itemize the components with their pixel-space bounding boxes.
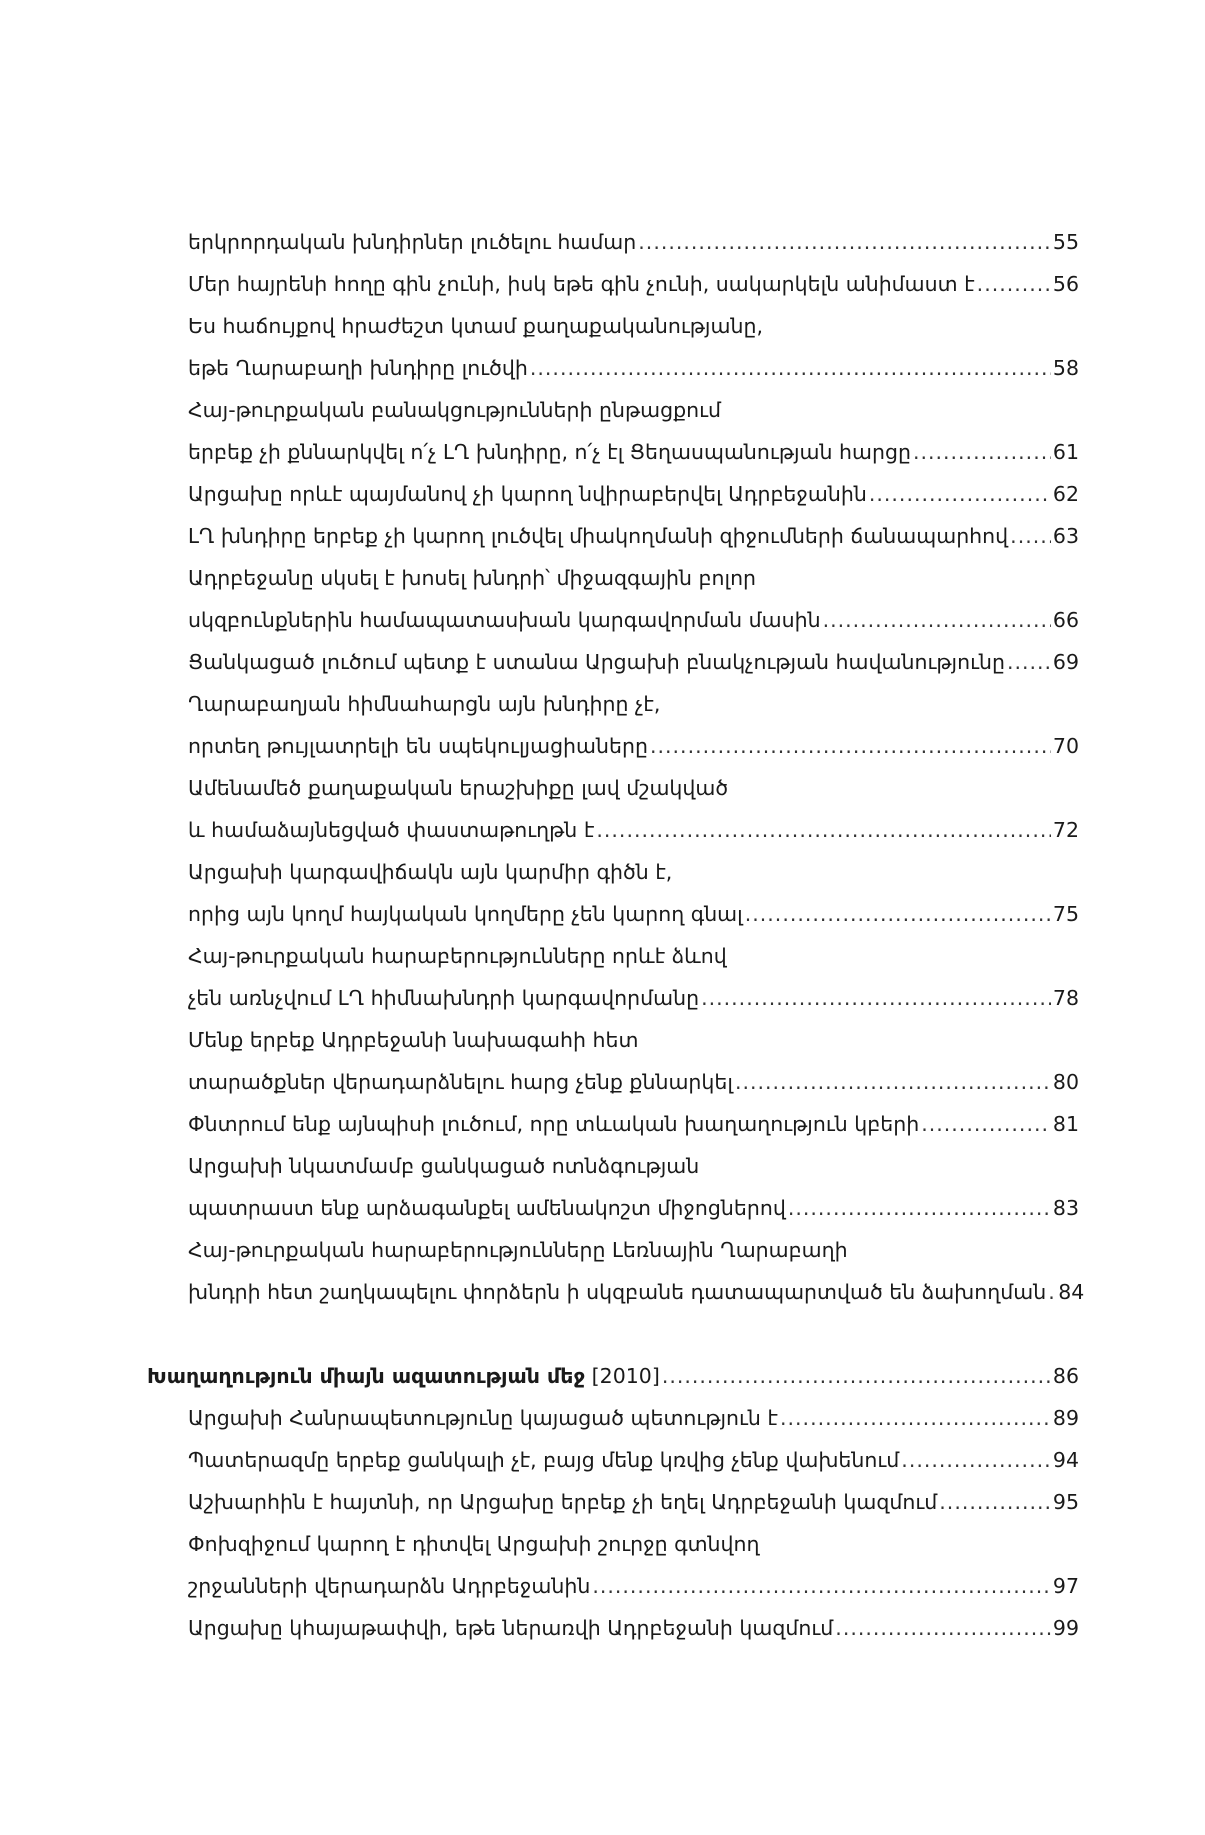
toc-entry (147, 1019, 1079, 1061)
toc-entry-title: չեն առնչվում ԼՂ հիմնախնդրի կարգավորմանը (188, 986, 700, 1010)
toc-entry (147, 809, 1079, 851)
toc-entry-title: Աշխարհին է հայտնի, որ Արցախը երբեք չի եղել Ադրբեջանի կազմում (188, 1490, 938, 1514)
dot-leader (823, 599, 1051, 641)
toc-entry (147, 431, 1079, 473)
section-gap (147, 1313, 1079, 1355)
toc-entry (147, 557, 1079, 599)
dot-leader (780, 1397, 1051, 1439)
toc-entry-title: եթե Ղարաբաղի խնդիրը լուծվի (188, 356, 528, 380)
toc-entry (147, 347, 1079, 389)
toc-entry-title: Փնտրում ենք այնպիսի լուծում, որը տևական խաղաղություն կբերի (188, 1112, 920, 1136)
toc-entry-title: սկզբունքներին համապատասխան կարգավորման մասին (188, 608, 821, 632)
dot-leader (638, 221, 1051, 263)
toc-entry-title: երկրորդական խնդիրներ լուծելու համար (188, 230, 637, 254)
toc-section-heading (147, 1355, 1079, 1397)
toc-entry (147, 1523, 1079, 1565)
toc-entry-title: Արցախը որևէ պայմանով չի կարող նվիրաբերվել Ադրբեջանին (188, 482, 867, 506)
dot-leader (745, 893, 1051, 935)
toc-entry (147, 1103, 1079, 1145)
toc-entry (147, 1439, 1079, 1481)
toc-entry (147, 389, 1079, 431)
dot-leader (977, 263, 1051, 305)
dot-leader (901, 1439, 1051, 1481)
dot-leader (662, 1355, 1051, 1397)
section-title: Խաղաղություն միայն ազատության մեջ (147, 1364, 586, 1388)
dot-leader (701, 977, 1051, 1019)
toc-page-number: 63 (1052, 524, 1079, 548)
toc-entry-title: պատրաստ ենք արձագանքել ամենակոշտ միջոցներով (188, 1196, 786, 1220)
toc-entry (147, 683, 1079, 725)
toc-page-number: 55 (1052, 230, 1079, 254)
toc-entry (147, 1271, 1085, 1313)
toc-entry (147, 851, 1079, 893)
toc-page-number: 81 (1052, 1112, 1079, 1136)
toc-entry (147, 1145, 1079, 1187)
toc-page-number: 99 (1052, 1616, 1079, 1640)
section-year: [2010] (591, 1364, 660, 1388)
toc-entry (147, 893, 1079, 935)
table-of-contents (147, 221, 1085, 1649)
toc-page-number: 69 (1052, 650, 1079, 674)
toc-page-number: 97 (1052, 1574, 1079, 1598)
toc-entry-title: Մենք երբեք Ադրբեջանի նախագահի հետ (188, 1028, 639, 1052)
toc-entry (147, 935, 1079, 977)
toc-entry (147, 1565, 1079, 1607)
toc-entry-title: շրջանների վերադարձն Ադրբեջանին (188, 1574, 591, 1598)
toc-entry-title: Արցախը կհայաթափվի, եթե ներառվի Ադրբեջանի կազմում (188, 1616, 834, 1640)
toc-entry-title: Փոխզիջում կարող է դիտվել Արցախի շուրջը գտնվող (188, 1532, 760, 1556)
toc-entry-title: Ղարաբաղյան հիմնահարցն այն խնդիրը չէ, (188, 692, 661, 716)
toc-entry-title: Արցախի նկատմամբ ցանկացած ոտնձգության (188, 1154, 700, 1178)
toc-entry (147, 1481, 1079, 1523)
toc-entry (147, 977, 1079, 1019)
dot-leader (530, 347, 1051, 389)
dot-leader (788, 1187, 1051, 1229)
toc-entry-title: երբեք չի քննարկվել ո՛չ ԼՂ խնդիրը, ո՛չ էլ Ցեղասպանության հարցը (188, 440, 911, 464)
toc-entry-title: Ես հաճույքով հրաժեշտ կտամ քաղաքականությանը, (188, 314, 763, 338)
toc-entry (147, 305, 1079, 347)
toc-page-number: 56 (1052, 272, 1079, 296)
toc-entry (147, 473, 1079, 515)
toc-entry (147, 641, 1079, 683)
toc-page-number: 80 (1052, 1070, 1079, 1094)
toc-entry-title: ԼՂ խնդիրը երբեք չի կարող լուծվել միակողմանի զիջումների ճանապարհով (188, 524, 1009, 548)
toc-entry-title: Ամենամեծ քաղաքական երաշխիքը լավ մշակված (188, 776, 729, 800)
dot-leader (835, 1607, 1051, 1649)
dot-leader (921, 1103, 1051, 1145)
toc-entry-title: Հայ-թուրքական հարաբերությունները որևէ ձևով (188, 944, 727, 968)
toc-entry-title: Ադրբեջանը սկսել է խոսել խնդրի՝ միջազգային բոլոր (188, 566, 757, 590)
dot-leader (1010, 515, 1051, 557)
toc-page-number: 70 (1052, 734, 1079, 758)
toc-page-number: 62 (1052, 482, 1079, 506)
dot-leader (869, 473, 1051, 515)
toc-entry (147, 515, 1079, 557)
toc-entry (147, 1229, 1079, 1271)
toc-page-number: 58 (1052, 356, 1079, 380)
dot-leader (592, 1565, 1051, 1607)
toc-entry (147, 221, 1079, 263)
dot-leader (650, 725, 1051, 767)
toc-entry (147, 1187, 1079, 1229)
toc-page-number: 72 (1052, 818, 1079, 842)
toc-page-number: 94 (1052, 1448, 1079, 1472)
dot-leader (939, 1481, 1051, 1523)
toc-entry-title: տարածքներ վերադարձնելու հարց չենք քննարկել (188, 1070, 733, 1094)
toc-page-number: 61 (1052, 440, 1079, 464)
toc-entry (147, 599, 1079, 641)
dot-leader (735, 1061, 1051, 1103)
toc-entry (147, 725, 1079, 767)
toc-entry-title: Հայ-թուրքական բանակցությունների ընթացքում (188, 398, 722, 422)
toc-entry-title: Մեր հայրենի հողը գին չունի, իսկ եթե գին չունի, սակարկելն անիմաստ է (188, 272, 975, 296)
toc-entry-title: Ցանկացած լուծում պետք է ստանա Արցախի բնակչության հավանությունը (188, 650, 1005, 674)
toc-entry (147, 1397, 1079, 1439)
toc-entry-title: որից այն կողմ հայկական կողմերը չեն կարող գնալ (188, 902, 743, 926)
toc-page-number: 84 (1058, 1280, 1085, 1304)
toc-page-number: 83 (1052, 1196, 1079, 1220)
dot-leader (596, 809, 1051, 851)
dot-leader (1048, 1271, 1056, 1313)
toc-entry-title: Հայ-թուրքական հարաբերությունները Լեռնային Ղարաբաղի (188, 1238, 848, 1262)
toc-entry-title: և համաձայնեցված փաստաթուղթն է (188, 818, 595, 842)
toc-entry (147, 1607, 1079, 1649)
dot-leader (913, 431, 1051, 473)
toc-entry-title: Արցախի Հանրապետությունը կայացած պետություն է (188, 1406, 778, 1430)
toc-page-number: 86 (1052, 1364, 1079, 1388)
toc-page-number: 78 (1052, 986, 1079, 1010)
toc-entry (147, 1061, 1079, 1103)
toc-entry (147, 263, 1079, 305)
toc-entry-title: խնդրի հետ շաղկապելու փորձերն ի սկզբանե դատապարտված են ձախողման (188, 1280, 1047, 1304)
toc-entry-title: Արցախի կարգավիճակն այն կարմիր գիծն է, (188, 860, 673, 884)
toc-entry-title: որտեղ թույլատրելի են սպեկուլյացիաները (188, 734, 648, 758)
toc-page-number: 66 (1052, 608, 1079, 632)
dot-leader (1007, 641, 1051, 683)
toc-page-number: 95 (1052, 1490, 1079, 1514)
toc-entry-title: Պատերազմը երբեք ցանկալի չէ, բայց մենք կռվից չենք վախենում (188, 1448, 900, 1472)
toc-page-number: 89 (1052, 1406, 1079, 1430)
toc-page-number: 75 (1052, 902, 1079, 926)
toc-entry (147, 767, 1079, 809)
